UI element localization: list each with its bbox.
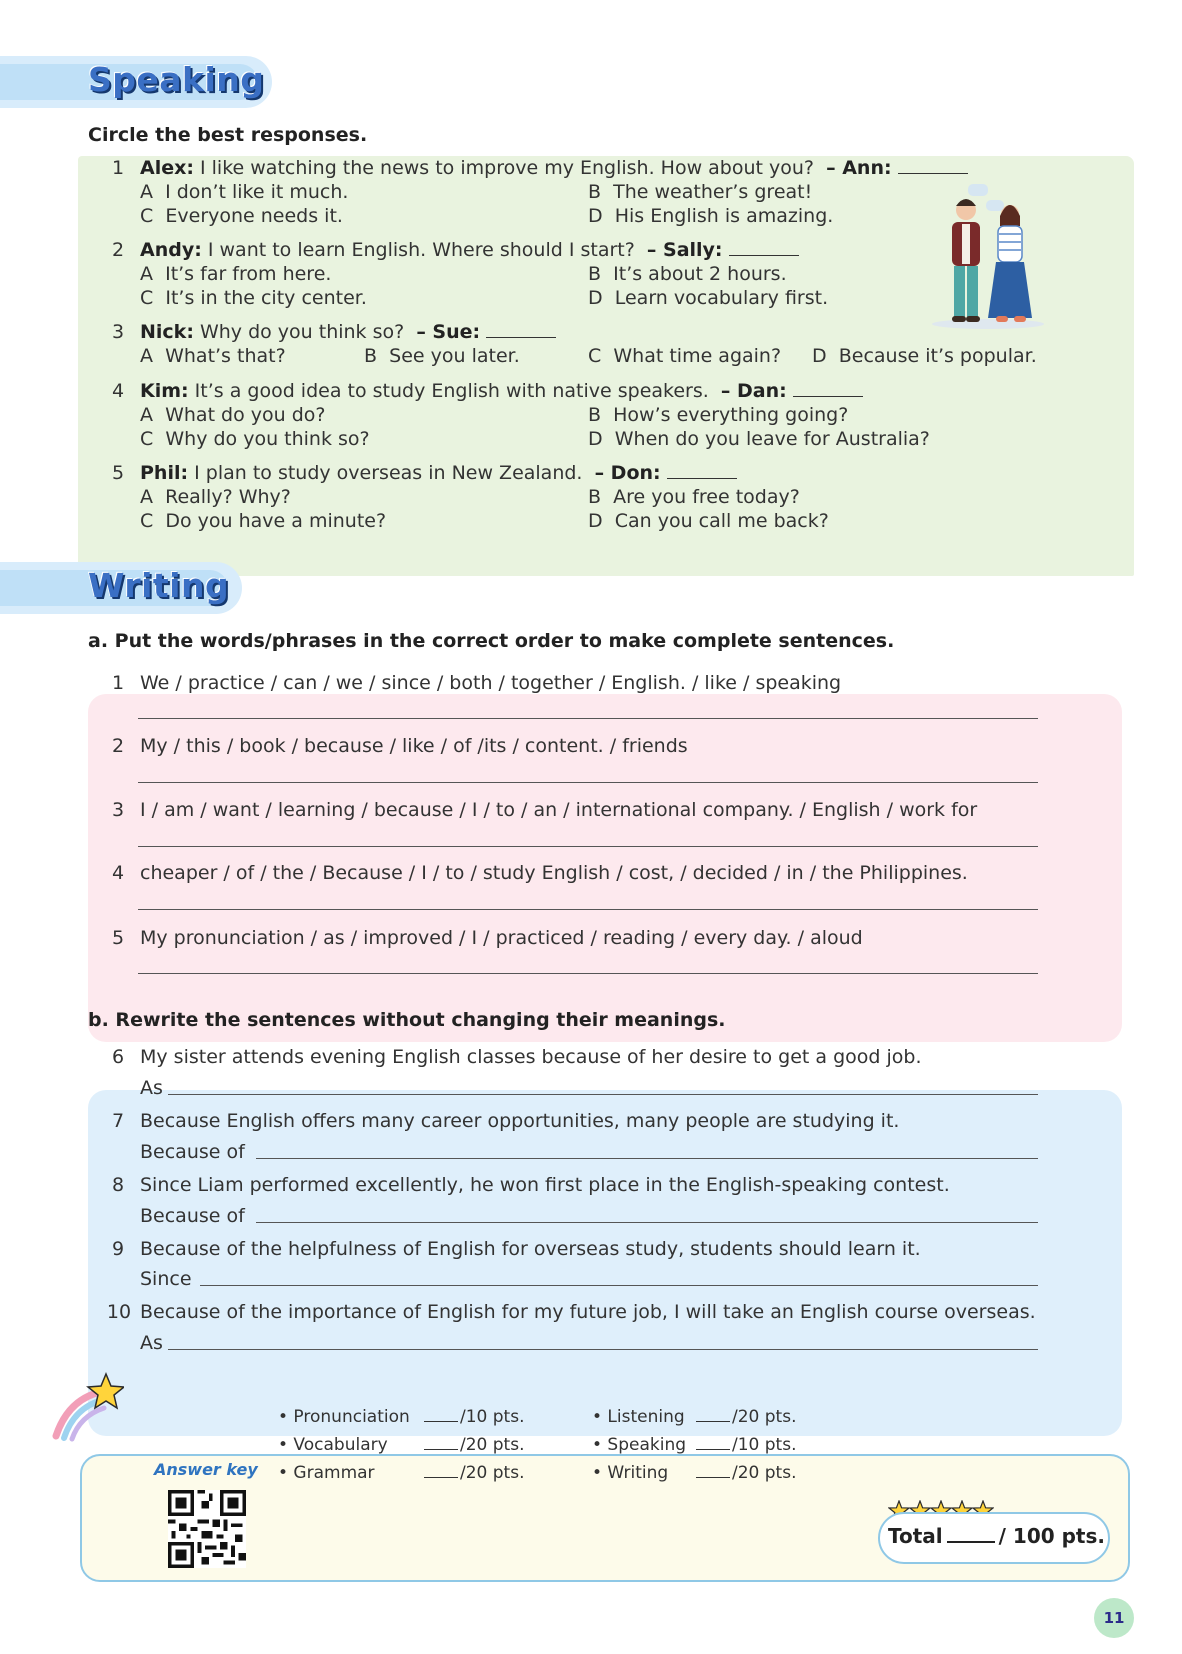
question-text: Nick: Why do you think so? – Sue: (140, 321, 556, 343)
question-number: 1 (111, 157, 125, 179)
rewrite-prompt: As (140, 1077, 163, 1099)
option-D[interactable]: D When do you leave for Australia? (588, 428, 930, 450)
item-number: 1 (111, 672, 125, 694)
option-B[interactable]: B The weather’s great! (588, 181, 813, 203)
answer-line[interactable] (138, 782, 1038, 783)
answer-blank[interactable] (729, 242, 799, 256)
answer-line[interactable] (168, 1094, 1038, 1095)
answer-line[interactable] (200, 1285, 1038, 1286)
option-A[interactable]: A What do you do? (140, 404, 326, 426)
shooting-star-icon (48, 1370, 124, 1442)
option-C[interactable]: C What time again? (588, 345, 782, 367)
answer-line[interactable] (138, 909, 1038, 910)
speaking-title: Speaking (88, 60, 265, 99)
answer-line[interactable] (256, 1158, 1038, 1159)
writing-title: Writing (88, 566, 230, 605)
item-number: 4 (111, 862, 125, 884)
scrambled-sentence: cheaper / of / the / Because / I / to / study English / cost, / decided / in / the Philippines. (140, 862, 968, 884)
answer-blank[interactable] (667, 465, 737, 479)
total-score: Total / 100 pts. (888, 1524, 1105, 1548)
answer-blank[interactable] (898, 160, 968, 174)
scrambled-sentence: My pronunciation / as / improved / I / practiced / reading / every day. / aloud (140, 927, 863, 949)
original-sentence: Because of the importance of English for my future job, I will take an English course overseas. (140, 1301, 1036, 1323)
rewrite-prompt: As (140, 1332, 163, 1354)
score-speaking: • Speaking /10 pts. (592, 1435, 797, 1455)
rewrite-prompt: Because of (140, 1205, 245, 1227)
writing-instruction-b: b. Rewrite the sentences without changing their meanings. (88, 1009, 726, 1031)
item-number: 8 (111, 1174, 125, 1196)
item-number: 7 (111, 1110, 125, 1132)
rewrite-prompt: Because of (140, 1141, 245, 1163)
original-sentence: Since Liam performed excellently, he won first place in the English-speaking contest. (140, 1174, 950, 1196)
item-number: 2 (111, 735, 125, 757)
speaking-instruction: Circle the best responses. (88, 124, 368, 146)
score-pronunciation: • Pronunciation /10 pts. (278, 1407, 525, 1427)
item-number: 9 (111, 1238, 125, 1260)
score-listening: • Listening /20 pts. (592, 1407, 797, 1427)
option-D[interactable]: D Can you call me back? (588, 510, 829, 532)
option-B[interactable]: B How’s everything going? (588, 404, 849, 426)
question-number: 4 (111, 380, 125, 402)
option-C[interactable]: C Do you have a minute? (140, 510, 387, 532)
option-B[interactable]: B See you later. (364, 345, 520, 367)
question-number: 3 (111, 321, 125, 343)
question-number: 5 (111, 462, 125, 484)
original-sentence: My sister attends evening English classes because of her desire to get a good job. (140, 1046, 922, 1068)
answer-line[interactable] (168, 1349, 1038, 1350)
option-C[interactable]: C It’s in the city center. (140, 287, 367, 309)
option-D[interactable]: D Because it’s popular. (812, 345, 1037, 367)
qr-code-icon[interactable] (168, 1490, 246, 1568)
question-text: Alex: I like watching the news to improve my English. How about you? – Ann: (140, 157, 968, 179)
score-writing: • Writing /20 pts. (592, 1463, 797, 1483)
question-text: Kim: It’s a good idea to study English with native speakers. – Dan: (140, 380, 863, 402)
rewrite-prompt: Since (140, 1268, 192, 1290)
option-B[interactable]: B It’s about 2 hours. (588, 263, 787, 285)
people-talking-illustration (926, 184, 1050, 330)
total-blank[interactable] (947, 1541, 995, 1543)
scrambled-sentence: I / am / want / learning / because / I / to / an / international company. / English / work for (140, 799, 978, 821)
option-D[interactable]: D His English is amazing. (588, 205, 834, 227)
option-C[interactable]: C Everyone needs it. (140, 205, 343, 227)
writing-instruction-a: a. Put the words/phrases in the correct order to make complete sentences. (88, 630, 895, 652)
score-grammar: • Grammar /20 pts. (278, 1463, 525, 1483)
option-A[interactable]: A What’s that? (140, 345, 286, 367)
item-number: 3 (111, 799, 125, 821)
option-A[interactable]: A Really? Why? (140, 486, 291, 508)
option-D[interactable]: D Learn vocabulary first. (588, 287, 829, 309)
option-B[interactable]: B Are you free today? (588, 486, 800, 508)
question-number: 2 (111, 239, 125, 261)
answer-line[interactable] (138, 718, 1038, 719)
score-vocabulary: • Vocabulary /20 pts. (278, 1435, 525, 1455)
option-A[interactable]: A It’s far from here. (140, 263, 332, 285)
option-A[interactable]: A I don’t like it much. (140, 181, 349, 203)
question-text: Andy: I want to learn English. Where should I start? – Sally: (140, 239, 799, 261)
question-text: Phil: I plan to study overseas in New Zealand. – Don: (140, 462, 737, 484)
scrambled-sentence: My / this / book / because / like / of /its / content. / friends (140, 735, 688, 757)
item-number: 6 (111, 1046, 125, 1068)
page-number: 11 (1094, 1598, 1134, 1638)
option-C[interactable]: C Why do you think so? (140, 428, 370, 450)
item-number: 10 (106, 1301, 132, 1323)
answer-line[interactable] (138, 973, 1038, 974)
original-sentence: Because of the helpfulness of English for overseas study, students should learn it. (140, 1238, 921, 1260)
answer-blank[interactable] (793, 383, 863, 397)
answer-line[interactable] (138, 846, 1038, 847)
answer-line[interactable] (256, 1222, 1038, 1223)
scrambled-sentence: We / practice / can / we / since / both / together / English. / like / speaking (140, 672, 842, 694)
answer-key-title: Answer key (154, 1460, 258, 1479)
original-sentence: Because English offers many career opportunities, many people are studying it. (140, 1110, 900, 1132)
answer-blank[interactable] (486, 324, 556, 338)
item-number: 5 (111, 927, 125, 949)
